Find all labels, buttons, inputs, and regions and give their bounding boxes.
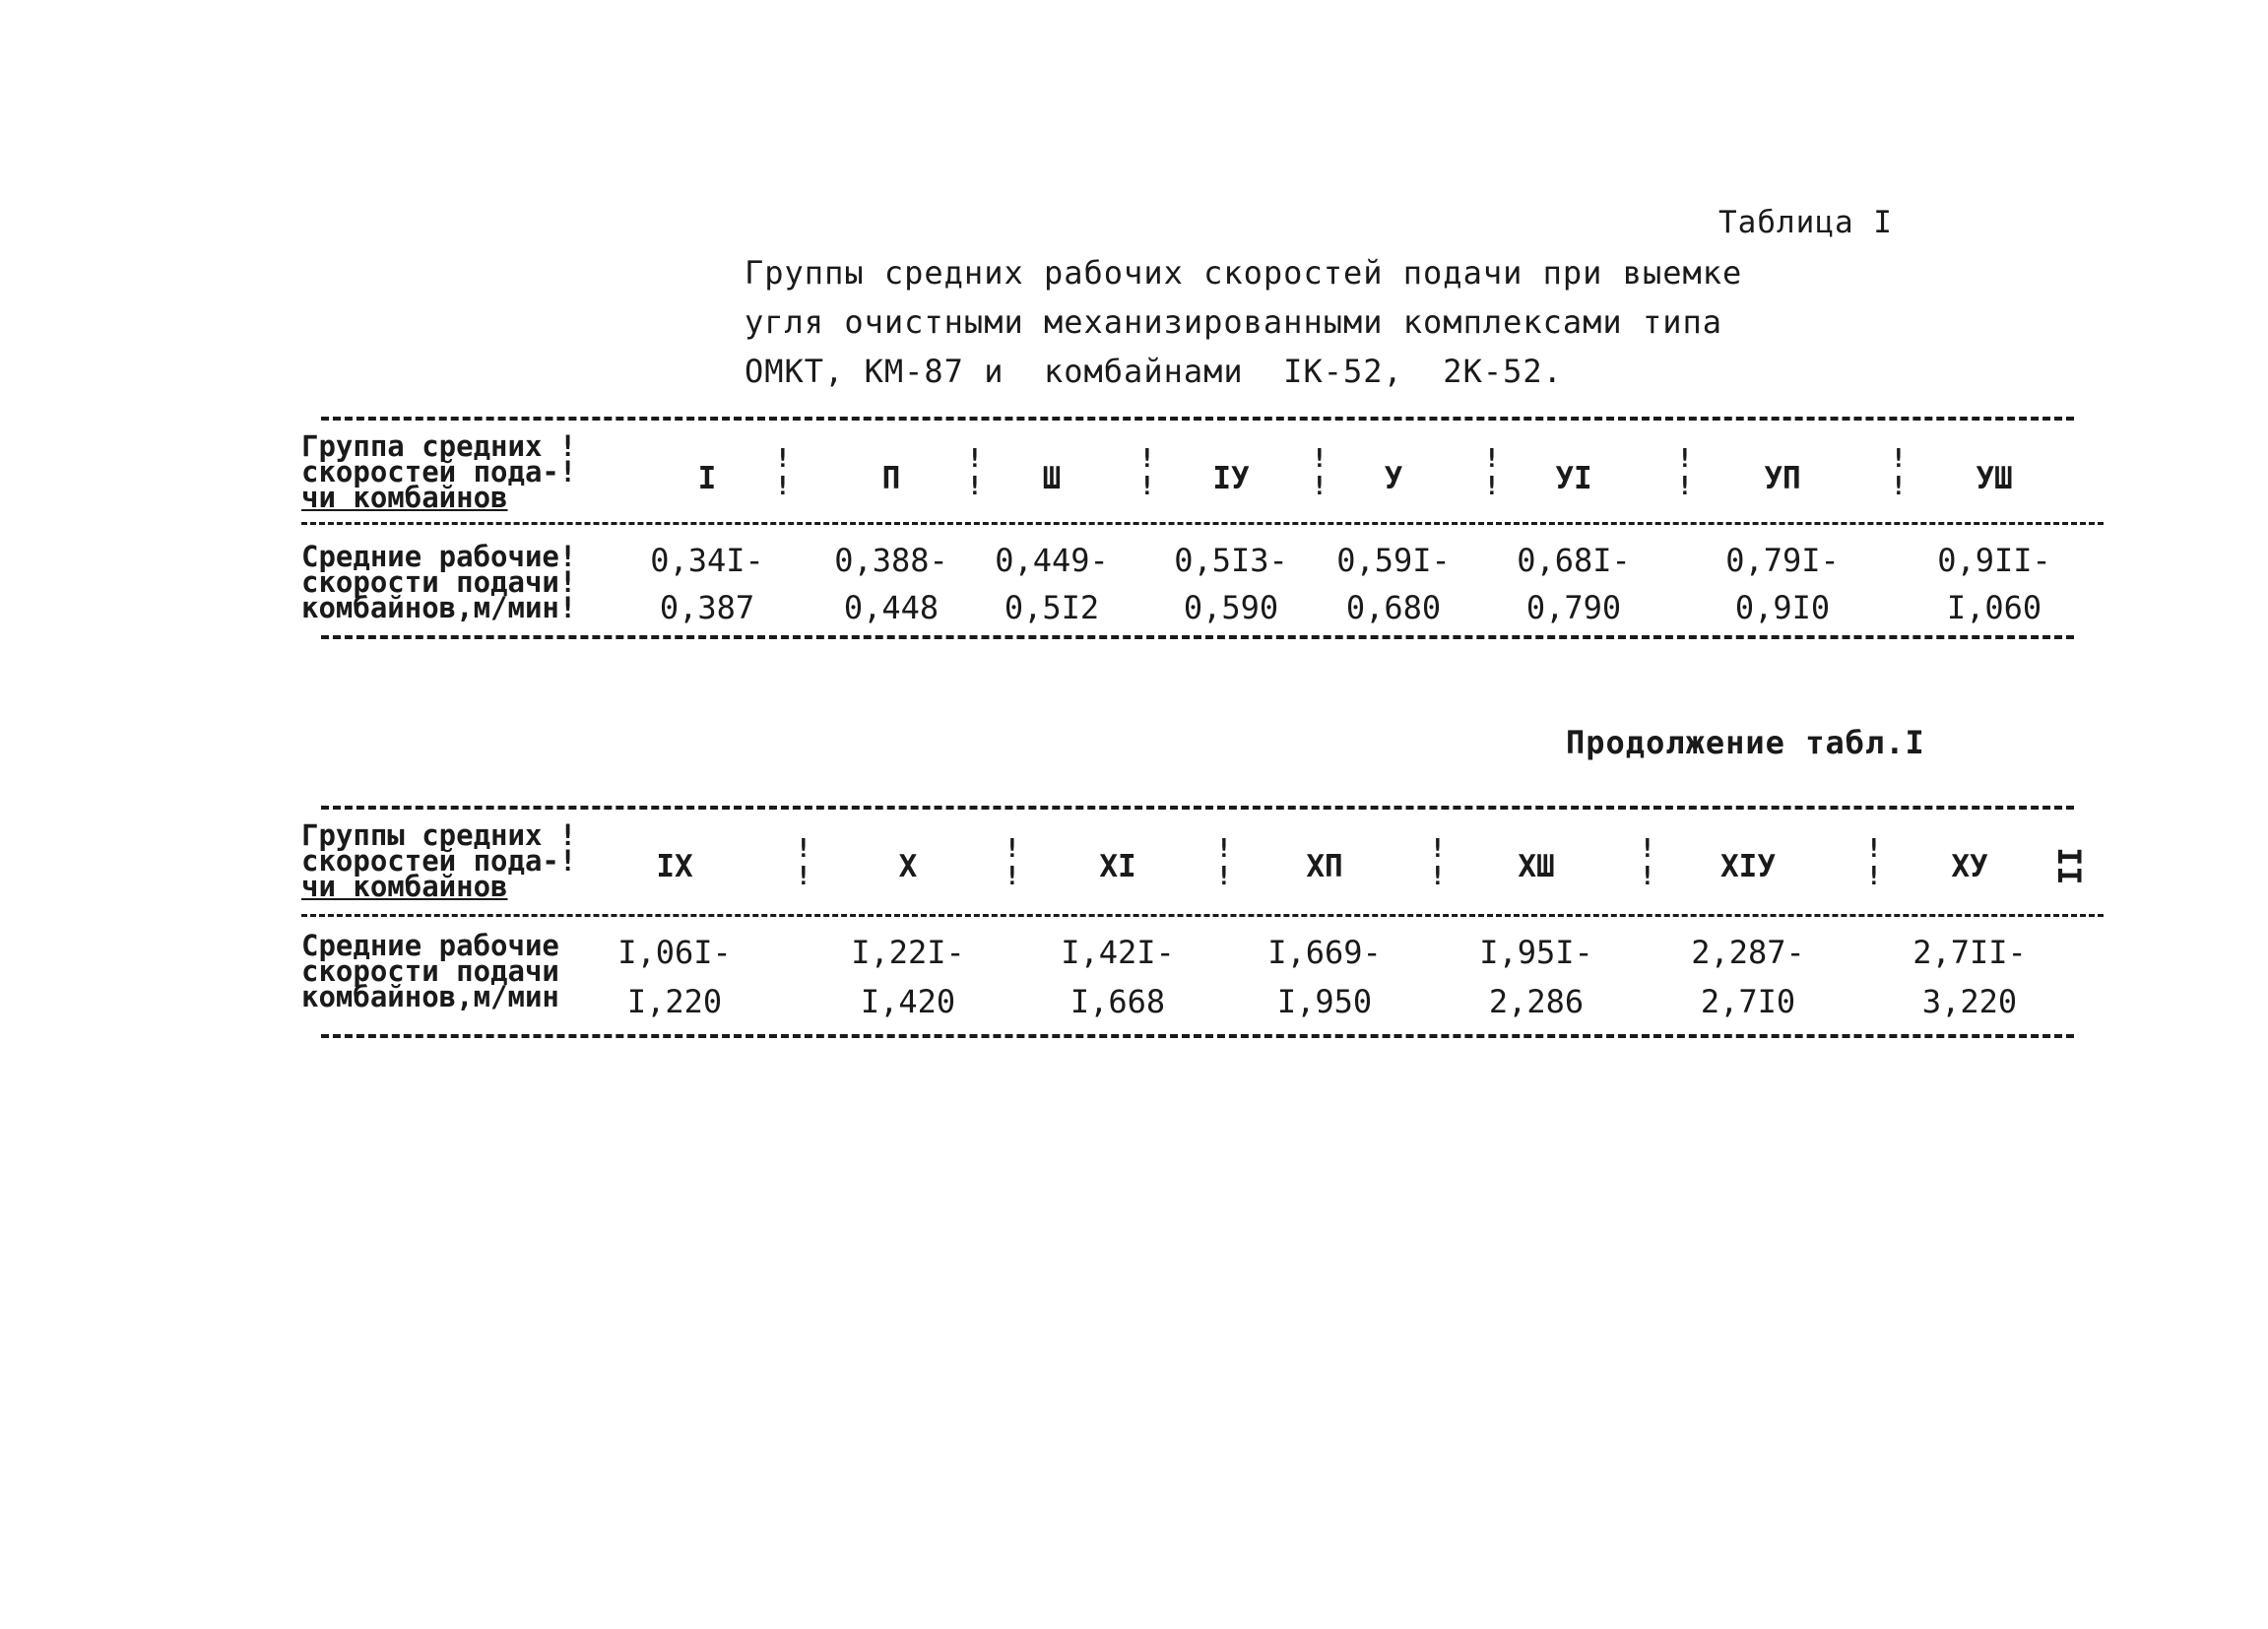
header-label-line: чи комбайнов [301,870,508,903]
speed-to-3: 0,5I2 [1004,589,1100,626]
speed-from-3: I,42I- [1061,934,1175,971]
speed-from-6: 0,68I- [1517,542,1631,579]
header-label-line: Группа средних ! [301,429,577,463]
column-separator: ! ! [796,834,811,891]
header-label-line: скоростей пода-! [301,844,577,878]
column-separator: ! ! [1139,444,1155,501]
group-header-1: IX [656,849,693,884]
speed-from-3: 0,449- [995,542,1109,579]
table2-row-label [301,929,559,1013]
column-separator: ! ! [1484,444,1500,501]
speed-from-4: I,669- [1267,934,1382,971]
speed-from-1: I,06I- [617,934,732,971]
row-label-line: скорости подачи [301,954,559,988]
speed-to-6: 2,7I0 [1700,983,1796,1020]
header-label-line: Группы средних ! [301,818,577,852]
group-header-2: П [881,461,901,496]
column-separator: ! ! [1430,834,1446,891]
speed-to-2: I,420 [860,983,956,1020]
table-title-line-1: Группы средних рабочих скоростей подачи при выемке [745,254,1743,292]
column-separator: ! ! [1640,834,1655,891]
table2-bottom-rule [321,1034,2074,1038]
speed-from-8: 0,9II- [1937,542,2051,579]
speed-to-1: I,220 [626,983,723,1020]
speed-from-6: 2,287- [1691,934,1805,971]
table-title-line-2: угля очистными механизированными комплексами типа [745,303,1723,341]
group-header-7: ХУ [1951,849,1988,884]
group-header-3: XI [1099,849,1136,884]
continuation-caption: Продолжение табл.I [1566,724,1925,761]
speed-to-4: 0,590 [1183,589,1279,626]
speed-from-2: I,22I- [851,934,965,971]
column-separator: ! ! [1216,834,1232,891]
speed-from-7: 0,79I- [1725,542,1840,579]
speed-from-5: 0,59I- [1336,542,1451,579]
row-label-line: Средние рабочие [301,929,559,962]
table1-header-rule [301,522,2104,525]
table1-bottom-rule [321,635,2074,639]
speed-from-2: 0,388- [834,542,948,579]
table-title-line-3: ОМКТ, КМ-87 и комбайнами IК-52, 2К-52. [745,353,1563,390]
column-separator: ! ! [1866,834,1882,891]
column-separator: ! ! [967,444,983,501]
column-separator: ! ! [1312,444,1328,501]
speed-to-5: 0,680 [1345,589,1442,626]
header-label-line: скоростей пода-! [301,455,577,489]
group-header-4: ХП [1306,849,1343,884]
row-label-line: скорости подачи! [301,565,577,599]
group-header-1: I [697,461,717,496]
speed-to-8: I,060 [1946,589,2042,626]
column-separator: ! ! [775,444,791,501]
table1-row-label [301,540,577,624]
speed-to-6: 0,790 [1525,589,1622,626]
speed-from-1: 0,34I- [650,542,764,579]
table2-top-rule [321,806,2074,810]
group-header-8: УШ [1976,461,2013,496]
group-header-4: IУ [1212,461,1250,496]
speed-to-7: 3,220 [1921,983,2018,1020]
speed-to-3: I,668 [1069,983,1166,1020]
speed-to-7: 0,9I0 [1734,589,1831,626]
group-header-6: УI [1555,461,1592,496]
group-header-3: Ш [1042,461,1062,496]
speed-from-7: 2,7II- [1912,934,2027,971]
row-label-line: комбайнов,м/мин [301,980,559,1013]
group-header-2: X [898,849,918,884]
speed-to-4: I,950 [1276,983,1373,1020]
table-caption: Таблица I [1718,205,1893,240]
table1-header-label [301,429,577,514]
column-separator: ! ! [1891,444,1907,501]
group-header-5: У [1384,461,1403,496]
page-number: II [2050,847,2088,885]
speed-to-2: 0,448 [843,589,940,626]
table2-header-label [301,818,577,903]
speed-from-5: I,95I- [1479,934,1593,971]
row-label-line: комбайнов,м/мин! [301,591,577,624]
group-header-5: ХШ [1518,849,1555,884]
speed-from-4: 0,5I3- [1174,542,1288,579]
column-separator: ! ! [1677,444,1693,501]
header-label-line: чи комбайнов [301,481,508,514]
group-header-7: УП [1764,461,1801,496]
column-separator: ! ! [1004,834,1020,891]
speed-to-5: 2,286 [1488,983,1585,1020]
table1-top-rule [321,417,2074,421]
table2-header-rule [301,914,2104,917]
group-header-6: XIУ [1720,849,1776,884]
speed-to-1: 0,387 [659,589,755,626]
row-label-line: Средние рабочие! [301,540,577,573]
